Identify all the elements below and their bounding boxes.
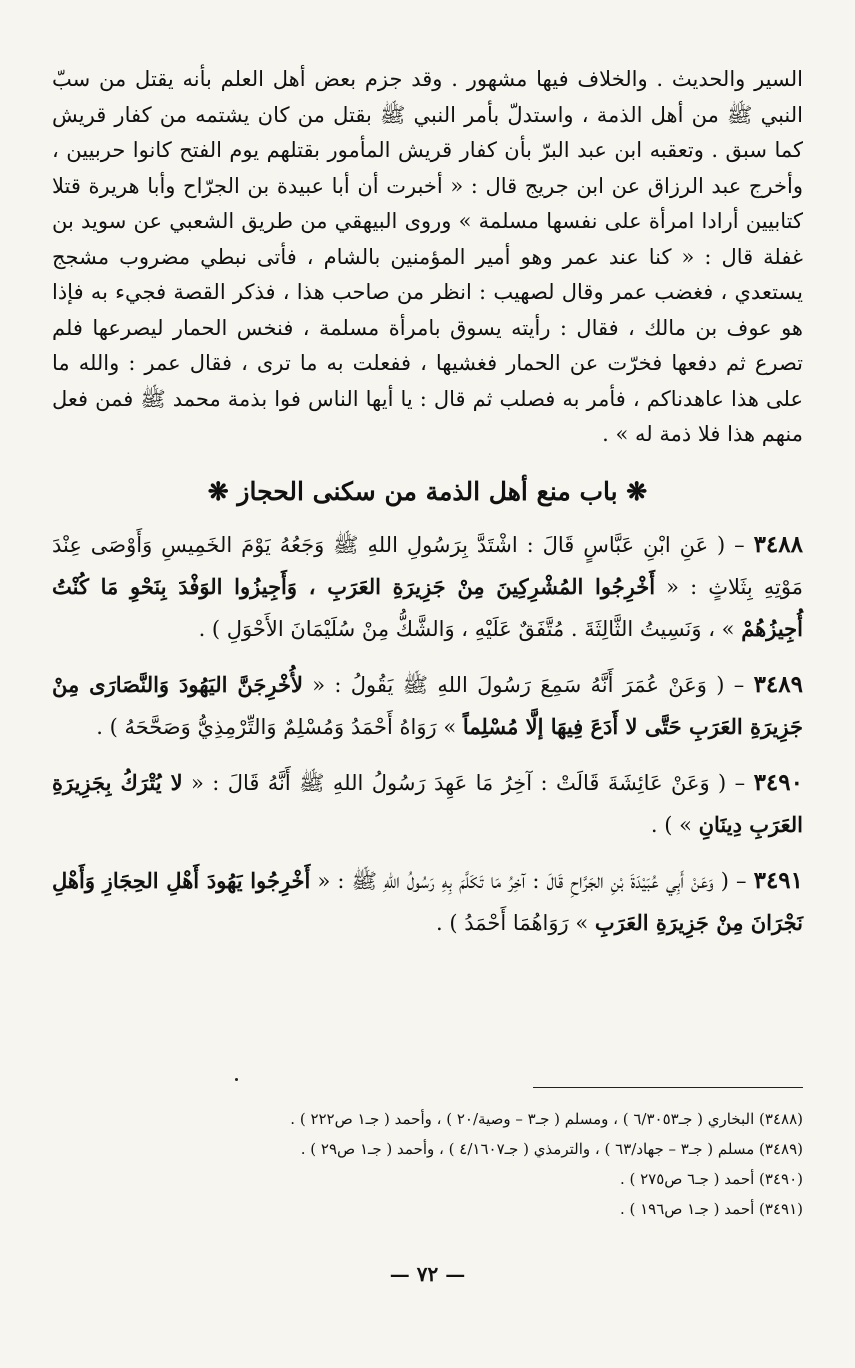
hadith-entry bbox=[52, 860, 803, 944]
hadith-text-post: » رَوَاهُمَا أَحْمَدُ ) . bbox=[436, 910, 595, 935]
hadith-text-pre: – ( وَعَنْ عُمَرَ أَنَّهُ سَمِعَ رَسُولَ اللهِ ﷺ يَقُولُ : « bbox=[302, 672, 745, 697]
hadith-text-post: » رَوَاهُ أَحْمَدُ وَمُسْلِمٌ وَالتِّرْمِذِيُّ وَصَحَّحَهُ ) . bbox=[96, 714, 463, 739]
hadith-text-bold: لا يُتْرَكُ بِجَزِيرَةِ العَرَبِ دِينَانِ bbox=[52, 769, 803, 837]
page-number: — ٧٢ — bbox=[389, 1262, 466, 1286]
hadith-text-bold: لأُخْرِجَنَّ اليَهُودَ وَالنَّصَارَى مِنْ جَزِيرَةِ العَرَبِ حَتَّى لا أَدَعَ فِيهَا إلَّا مُسْلِماً bbox=[52, 671, 803, 739]
hadith-text-pre: – ( عَنِ ابْنِ عَبَّاسٍ قَالَ : اشْتَدَّ بِرَسُولِ اللهِ ﷺ وَجَعُهُ يَوْمَ الخَمِيسِ وَأَوْصَى عِنْدَ مَوْتِهِ بِثَلاثٍ : « bbox=[52, 532, 803, 599]
hadith-entry bbox=[52, 664, 803, 748]
hadith-number: ٣٤٨٩ bbox=[753, 670, 803, 698]
footnote-item: (٣٤٨٨) البخاري ( جـ٦/٣٠٥٣ ) ، ومسلم ( جـ٣ – وصية/٢٠ ) ، وأحمد ( جـ١ ص٢٢٢ ) . bbox=[290, 1110, 803, 1128]
footnote-item: (٣٤٩١) أحمد ( جـ١ ص١٩٦ ) . bbox=[619, 1200, 803, 1218]
footnotes bbox=[52, 1104, 803, 1224]
footnote-item: (٣٤٨٩) مسلم ( جـ٣ – جهاد/٦٣ ) ، والترمذي ( جـ٤/١٦٠٧ ) ، وأحمد ( جـ١ ص٢٩ ) . bbox=[300, 1140, 803, 1158]
divider-dot bbox=[235, 1078, 238, 1081]
hadith-text-pre: – ( وَعَنْ أَبِي عُبَيْدَةَ بْنِ الجَرَّاحِ قَالَ : آخِرُ مَا تَكَلَّمَ بِهِ رَسُولُ اللهِ ﷺ : « bbox=[310, 868, 747, 893]
hadith-number: ٣٤٩٠ bbox=[753, 768, 803, 796]
hadith-number: ٣٤٨٨ bbox=[753, 530, 803, 558]
footnote-item: (٣٤٩٠) أحمد ( جـ٦ ص٢٧٥ ) . bbox=[619, 1170, 803, 1188]
hadith-text-bold: أَخْرِجُوا يَهُودَ أَهْلِ الحِجَازِ وَأَهْلِ نَجْرَانَ مِنْ جَزِيرَةِ العَرَبِ bbox=[52, 867, 803, 935]
chapter-heading: ❋ باب منع أهل الذمة من سكنى الحجاز ❋ bbox=[207, 476, 648, 506]
footnote-divider bbox=[533, 1087, 803, 1088]
hadith-number: ٣٤٩١ bbox=[753, 866, 804, 894]
hadith-text-pre: – ( وَعَنْ عَائِشَةَ قَالَتْ : آخِرُ مَا عَهِدَ رَسُولُ اللهِ ﷺ أَنَّهُ قَالَ : « bbox=[182, 770, 746, 795]
hadith-entry bbox=[52, 762, 803, 846]
hadith-text-post: » ، وَنَسِيتُ الثَّالِثَةَ . مُتَّفَقٌ عَلَيْهِ ، وَالشَّكُّ مِنْ سُلَيْمَانَ الأَحْوَلِ ) . bbox=[198, 616, 742, 641]
hadith-entry bbox=[52, 524, 803, 650]
hadith-text-bold: أَخْرِجُوا المُشْرِكِينَ مِنْ جَزِيرَةِ العَرَبِ ، وَأَجِيزُوا الوَفْدَ بِنَحْوِ مَا كُنْتُ أُجِيزُهُمْ bbox=[52, 573, 803, 641]
intro-paragraph: السير والحديث . والخلاف فيها مشهور . وقد جزم بعض أهل العلم بأنه يقتل من سبّ النبي ﷺ من أهل الذمة ، واستدلّ بأمر النبي ﷺ بقتل من كان يشتمه من كفار قريش كما سبق . وتعقبه ابن عبد البرّ بأن كفار قريش المأمور بقتلهم يوم الفتح كانوا حربيين ، وأخرج عبد الرزاق عن ابن جريج قال : « أخبرت أن أبا عبيدة بن الجرّاح وأبا هريرة قتلا كتابيين أرادا امرأة على نفسها مسلمة » وروى البيهقي من طريق الشعبي عن سويد بن غفلة قال : « كنا عند عمر وهو أمير المؤمنين بالشام ، فأتى نبطي مضروب مشجج يستعدي ، فغضب عمر وقال لصهيب : انظر من صاحب هذا ، فذكر القصة فجيء به فإذا هو عوف بن مالك ، فقال : رأيته يسوق بامرأة مسلمة ، فنخس الحمار ليصرعها فلم تصرع ثم دفعها فخرّت عن الحمار فغشيها ، ففعلت به ما ترى ، فقال عمر : والله ما على هذا عاهدناكم ، فأمر به فصلب ثم قال : يا أيها الناس فوا بذمة محمد ﷺ فمن فعل منهم هذا فلا ذمة له » . bbox=[52, 67, 803, 446]
hadith-text-post: » ) . bbox=[650, 812, 699, 837]
